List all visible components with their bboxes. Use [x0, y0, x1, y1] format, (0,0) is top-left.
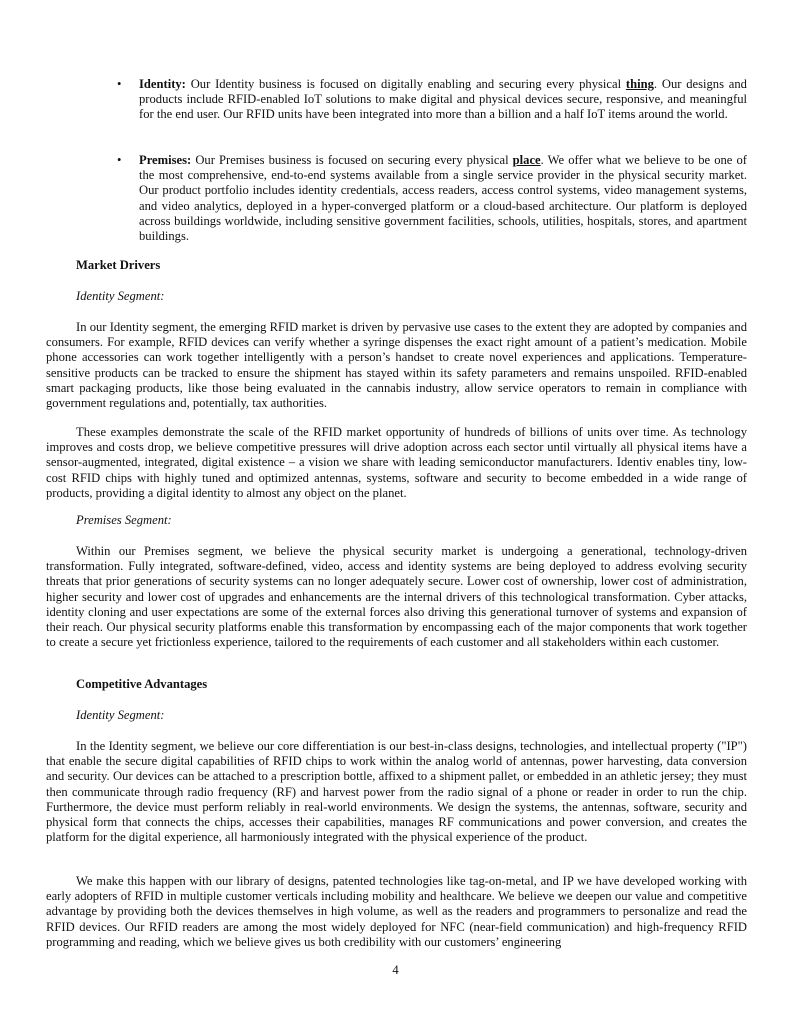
bullet-text: . We offer what we believe to be one of the most comprehensive, end-to-end systems available from a single service provider in the physical security market. Our product portfolio includes identity credentials, access readers, access control systems, video management systems, and video analytics, deployed in a hyper-converged platform or a cloud-based architecture. Our platform is deployed across buildings worldwide, including sensitive government facilities, schools, utilities, hospitals, stores, and apartment buildings.: [139, 153, 747, 244]
bullet-text: . Our designs and products include RFID-enabled IoT solutions to make digital and physical devices secure, responsive, and meaningful for the end user. Our RFID units have been integrated into more than a billion and a half IoT items around the world.: [139, 77, 747, 122]
bullet-identity: [117, 77, 747, 123]
market-premises-paragraph: Within our Premises segment, we believe the physical security market is undergoing a generational, technology-driven transformation. Fully integrated, software-defined, video, access and identity systems are being deployed to address evolving security threats that prior generations of security systems can no longer adequately secure. Lower cost of ownership, lower cost of administration, higher security and lower cost of upgrades and enhancements are the internal drivers of this technological transformation. Cyber attacks, identity cloning and user expectations are some of the external forces also driving this generational turnover of systems and expansion of their reach. Our physical security platforms enable this transformation by encompassing each of the major components that work together to create a secure yet frictionless experience, tailored to the requirements of each customer and all stakeholders within each customer.: [46, 544, 747, 650]
identity-segment-subheading: Identity Segment:: [76, 289, 165, 303]
competitive-paragraph-1: In the Identity segment, we believe our core differentiation is our best-in-class designs, technologies, and intellectual property ("IP") that enable the secure digital capabilities of RFID chips to work within the analog world of antennas, power harvesting, data conversion and security. Our devices can be attached to a prescription bottle, affixed to a shipment pallet, or embedded in an athletic jersey; they must then communicate through radio frequency (RF) and harvest power from the radio signal of a phone or reader in order to run the chip. Furthermore, the device must perform reliably in real-world environments. We design the systems, the antennas, software, security and physical form that connects the chips, accesses their capabilities, manages RF communications and power conversion, and creates the platform for the digital experience, all harmoniously integrated with the physical experience of the product.: [46, 739, 747, 845]
emphasis-word: thing: [625, 77, 654, 91]
premises-segment-subheading: Premises Segment:: [76, 513, 172, 527]
bullet-text: Our Premises business is focused on securing every physical: [195, 153, 509, 167]
bullet-dot-icon: •: [117, 77, 122, 91]
bullet-term: Identity:: [139, 77, 186, 91]
emphasis-word: place: [512, 153, 541, 167]
market-identity-paragraph-1: In our Identity segment, the emerging RFID market is driven by pervasive use cases to the extent they are adopted by companies and consumers. For example, RFID devices can verify whether a syringe dispenses the exact right amount of a patient’s medication. Mobile phone accessories can work together intelligently with a person’s handset to create novel experiences and applications. Temperature-sensitive products can be tracked to ensure the shipment has stayed within its safety parameters and remains unspoiled. RFID-enabled smart packaging products, like those being evaluated in the cannabis industry, allow service operators to remain in compliance with government regulations and, potentially, tax authorities.: [46, 320, 747, 411]
market-drivers-heading: Market Drivers: [76, 258, 161, 272]
page-number: 4: [392, 963, 399, 977]
competitive-identity-subheading: Identity Segment:: [76, 708, 165, 722]
bullet-text: Our Identity business is focused on digitally enabling and securing every physical: [190, 77, 622, 91]
bullet-premises: [117, 153, 747, 244]
bullet-term: Premises:: [139, 153, 192, 167]
competitive-advantages-heading: Competitive Advantages: [76, 677, 208, 691]
market-identity-paragraph-2: These examples demonstrate the scale of the RFID market opportunity of hundreds of billions of units over time. As technology improves and costs drop, we believe competitive pressures will drive adoption across each sector until virtually all physical items have a sensor-augmented, integrated, digital existence – a vision we share with leading semiconductor manufacturers. Identiv enables tiny, low-cost RFID chips with highly tuned and optimized antennas, systems, software and security to become embedded in a wide range of products, providing a digital identity to almost any object on the planet.: [46, 425, 747, 500]
bullet-dot-icon: •: [117, 153, 122, 167]
competitive-paragraph-2: We make this happen with our library of designs, patented technologies like tag-on-metal, and IP we have developed working with early adopters of RFID in multiple customer verticals including mobility and healthcare. We believe we deepen our value and competitive advantage by providing both the devices themselves in high volume, as well as the readers and programmers to personalize and read the RFID devices. Our RFID readers are among the most widely deployed for NFC (near-field communication) and high-frequency RFID programming and reading, which we believe gives us both credibility with our customers’ engineering: [46, 874, 747, 949]
